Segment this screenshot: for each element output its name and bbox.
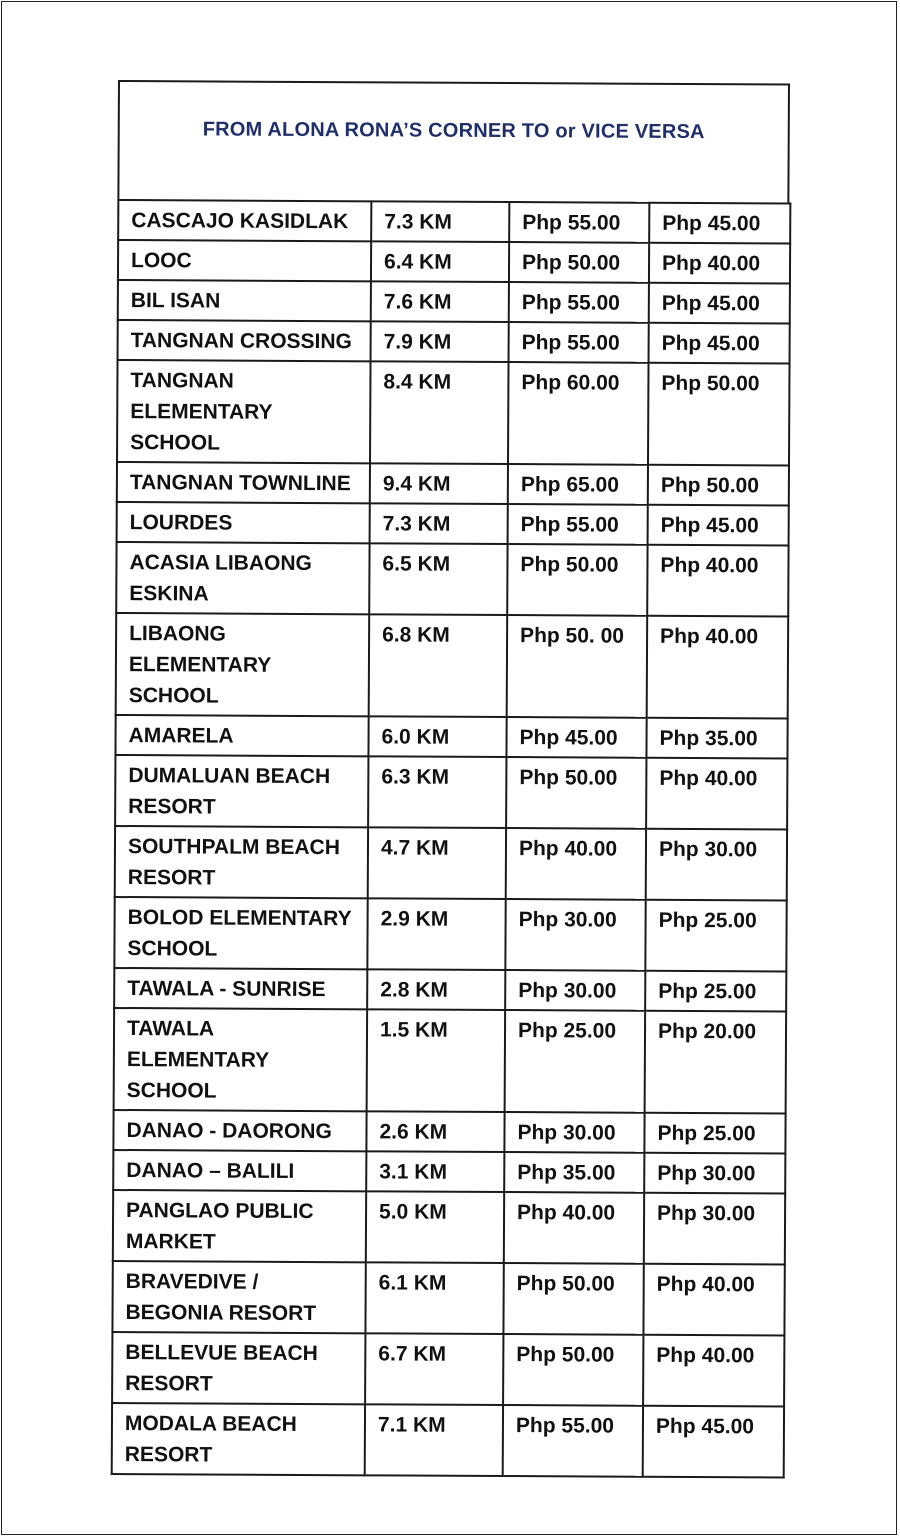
fare-cell-b <box>643 1406 784 1478</box>
fare-cell-b-text: Php 25.00 <box>658 908 757 933</box>
location-cell-text: TAWALA ELEMENTARY SCHOOL <box>126 1017 269 1103</box>
fare-cell-b-text: Php 30.00 <box>657 1201 756 1226</box>
distance-cell-text: 6.1 KM <box>378 1271 447 1295</box>
fare-cell-b <box>649 323 790 364</box>
fare-cell-a-text: Php 55.00 <box>520 513 619 537</box>
fare-cell-a <box>509 282 649 323</box>
distance-cell <box>367 1009 506 1112</box>
fare-table <box>111 199 792 1479</box>
table-row <box>115 755 787 830</box>
fare-cell-a <box>503 1263 643 1335</box>
fare-table-body <box>112 200 791 1478</box>
distance-cell-text: 6.7 KM <box>378 1342 447 1366</box>
table-row <box>113 1110 785 1154</box>
fare-cell-a-text: Php 40.00 <box>518 837 618 861</box>
fare-cell-a-text: Php 30.00 <box>517 1121 616 1145</box>
location-cell-text: PANGLAO PUBLIC MARKET <box>125 1199 314 1254</box>
location-cell <box>117 502 370 543</box>
table-row <box>112 1261 784 1336</box>
distance-cell-text: 2.9 KM <box>380 907 449 931</box>
location-cell-text: AMARELA <box>128 724 234 748</box>
location-cell <box>114 968 367 1009</box>
fare-cell-b <box>644 1153 785 1194</box>
table-row <box>115 826 787 901</box>
fare-cell-b <box>648 363 790 466</box>
fare-cell-a <box>505 1010 646 1113</box>
location-cell-text: BOLOD ELEMENTARY SCHOOL <box>127 906 352 961</box>
distance-cell <box>368 716 506 757</box>
fare-table-header <box>117 80 790 203</box>
fare-cell-b-text: Php 45.00 <box>661 291 760 316</box>
location-cell <box>117 360 371 463</box>
fare-cell-b-text: Php 40.00 <box>656 1272 755 1297</box>
fare-cell-a-text: Php 50. 00 <box>520 624 625 648</box>
distance-cell-text: 7.3 KM <box>384 210 453 234</box>
distance-cell <box>368 827 506 899</box>
fare-matrix-sheet <box>111 80 790 1478</box>
fare-cell-a-text: Php 50.00 <box>516 1343 615 1367</box>
location-cell <box>116 542 369 614</box>
distance-cell <box>368 756 506 828</box>
location-cell-text: TANGNAN CROSSING <box>130 329 352 354</box>
distance-cell-text: 7.6 KM <box>383 290 452 314</box>
location-cell-text: BRAVEDIVE / BEGONIA RESORT <box>125 1270 317 1326</box>
fare-cell-b-text: Php 40.00 <box>660 553 759 578</box>
table-row <box>118 280 790 324</box>
fare-cell-b-text: Php 45.00 <box>662 211 761 236</box>
table-row <box>115 715 787 759</box>
location-cell-text: MODALA BEACH RESORT <box>124 1412 297 1467</box>
fare-cell-a-text: Php 55.00 <box>515 1414 615 1438</box>
fare-cell-a-text: Php 55.00 <box>522 211 621 235</box>
fare-cell-a <box>508 504 648 545</box>
distance-cell <box>367 969 505 1010</box>
location-cell <box>115 826 368 898</box>
table-row <box>114 968 786 1012</box>
table-row <box>114 897 786 972</box>
fare-cell-b <box>646 829 787 901</box>
location-cell <box>118 200 371 241</box>
fare-cell-b-text: Php 45.00 <box>661 331 760 356</box>
location-cell <box>112 1332 365 1404</box>
distance-cell <box>369 614 508 717</box>
fare-cell-b <box>646 718 787 759</box>
location-cell <box>114 897 367 969</box>
fare-cell-a <box>503 1334 643 1406</box>
fare-cell-b <box>643 1264 784 1336</box>
distance-cell-text: 7.9 KM <box>383 330 452 354</box>
fare-cell-a <box>509 202 649 243</box>
table-row <box>118 200 790 244</box>
fare-cell-a <box>508 362 649 465</box>
fare-cell-a-text: Php 50.00 <box>521 251 621 275</box>
fare-table-title: FROM ALONA RONA’S CORNER TO or VICE VERSA <box>202 118 705 144</box>
table-row <box>117 360 790 466</box>
location-cell-text: LOURDES <box>129 511 233 535</box>
table-row <box>117 462 789 506</box>
fare-cell-b <box>647 545 788 617</box>
distance-cell-text: 6.3 KM <box>381 765 450 789</box>
fare-cell-b <box>643 1335 784 1407</box>
fare-cell-a <box>503 1405 643 1477</box>
table-row <box>116 542 788 617</box>
document-frame <box>1 1 897 1535</box>
location-cell <box>113 1110 366 1151</box>
location-cell-text: DUMALUAN BEACH RESORT <box>128 764 331 819</box>
fare-cell-a-text: Php 45.00 <box>519 726 618 750</box>
fare-cell-b-text: Php 50.00 <box>661 371 760 396</box>
fare-cell-b <box>648 505 789 546</box>
location-cell-text: TANGNAN ELEMENTARY SCHOOL <box>130 369 273 455</box>
distance-cell-text: 6.0 KM <box>381 725 450 749</box>
fare-cell-b-text: Php 40.00 <box>656 1343 755 1368</box>
location-cell-text: DANAO – BALILI <box>126 1159 295 1183</box>
fare-cell-a <box>509 242 649 283</box>
fare-cell-a-text: Php 65.00 <box>520 473 620 497</box>
fare-cell-b-text: Php 30.00 <box>658 837 758 862</box>
fare-cell-b-text: Php 50.00 <box>660 473 760 498</box>
fare-cell-b <box>646 758 787 830</box>
location-cell <box>112 1261 365 1333</box>
fare-cell-b <box>644 1113 785 1154</box>
fare-cell-a-text: Php 55.00 <box>521 291 620 315</box>
distance-cell-text: 3.1 KM <box>379 1160 448 1184</box>
location-cell-text: BELLEVUE BEACH RESORT <box>125 1341 318 1396</box>
distance-cell <box>365 1262 503 1334</box>
fare-cell-a <box>507 615 648 718</box>
fare-cell-b <box>649 243 790 284</box>
distance-cell <box>366 1151 504 1192</box>
fare-cell-a <box>508 464 648 505</box>
fare-cell-b-text: Php 20.00 <box>657 1019 757 1044</box>
fare-cell-a-text: Php 30.00 <box>518 979 617 1003</box>
distance-cell-text: 4.7 KM <box>380 836 449 860</box>
distance-cell-text: 5.0 KM <box>379 1200 447 1224</box>
fare-cell-b-text: Php 45.00 <box>660 513 759 538</box>
location-cell <box>118 280 371 321</box>
fare-cell-b-text: Php 25.00 <box>658 979 757 1004</box>
distance-cell <box>366 1111 504 1152</box>
fare-cell-b <box>644 1193 785 1265</box>
distance-cell <box>371 321 509 362</box>
distance-cell <box>370 503 508 544</box>
location-cell <box>117 462 370 503</box>
distance-cell <box>365 1333 503 1405</box>
fare-cell-b <box>645 1011 787 1114</box>
location-cell <box>114 1008 368 1111</box>
location-cell-text: CASCAJO KASIDLAK <box>131 209 349 234</box>
distance-cell-text: 6.4 KM <box>383 250 452 274</box>
table-row <box>117 502 789 546</box>
fare-cell-a-text: Php 60.00 <box>521 371 620 395</box>
fare-cell-b-text: Php 40.00 <box>659 766 758 791</box>
location-cell-text: DANAO - DAORONG <box>126 1119 332 1144</box>
location-cell <box>113 1150 366 1191</box>
distance-cell <box>367 898 505 970</box>
distance-cell-text: 9.4 KM <box>382 472 451 496</box>
fare-cell-b-text: Php 25.00 <box>657 1121 756 1146</box>
fare-cell-a <box>509 322 649 363</box>
distance-cell-text: 1.5 KM <box>379 1018 448 1042</box>
table-row <box>118 240 790 284</box>
location-cell-text: LIBAONG ELEMENTARY SCHOOL <box>128 622 271 708</box>
location-cell <box>112 1403 365 1475</box>
location-cell-text: LOOC <box>130 249 192 273</box>
fare-cell-b-text: Php 45.00 <box>655 1414 755 1439</box>
distance-cell <box>371 241 509 282</box>
distance-cell-text: 2.8 KM <box>380 978 448 1002</box>
distance-cell-text: 7.3 KM <box>382 512 451 536</box>
location-cell-text: ACASIA LIBAONG ESKINA <box>129 551 312 606</box>
distance-cell <box>366 1191 504 1263</box>
location-cell-text: TANGNAN TOWNLINE <box>129 471 351 496</box>
distance-cell <box>370 361 509 464</box>
table-row <box>114 1008 787 1114</box>
location-cell <box>115 755 368 827</box>
distance-cell <box>371 201 509 242</box>
location-cell <box>116 613 370 716</box>
fare-cell-b <box>648 465 789 506</box>
fare-cell-a <box>504 1112 644 1153</box>
fare-cell-b <box>649 283 790 324</box>
fare-cell-a-text: Php 40.00 <box>517 1201 616 1225</box>
fare-cell-b <box>647 616 789 719</box>
fare-cell-a <box>504 1192 644 1264</box>
fare-cell-a-text: Php 50.00 <box>519 766 618 790</box>
distance-cell-text: 6.5 KM <box>382 552 451 576</box>
table-row <box>113 1190 785 1265</box>
fare-cell-a-text: Php 50.00 <box>516 1272 615 1296</box>
fare-cell-a <box>507 544 647 616</box>
distance-cell-text: 6.8 KM <box>382 623 450 647</box>
distance-cell-text: 7.1 KM <box>377 1413 446 1437</box>
table-row <box>112 1403 784 1478</box>
distance-cell <box>369 543 507 615</box>
table-row <box>118 320 790 364</box>
location-cell-text: SOUTHPALM BEACH RESORT <box>127 835 340 890</box>
table-row <box>113 1150 785 1194</box>
fare-cell-a-text: Php 35.00 <box>517 1161 616 1185</box>
fare-cell-a-text: Php 30.00 <box>518 908 617 932</box>
fare-cell-a <box>506 717 646 758</box>
fare-cell-a-text: Php 25.00 <box>517 1019 617 1043</box>
location-cell-text: TAWALA - SUNRISE <box>127 977 326 1002</box>
fare-cell-a <box>506 828 646 900</box>
fare-cell-b <box>645 971 786 1012</box>
table-row <box>116 613 789 719</box>
fare-cell-a <box>505 970 645 1011</box>
location-cell <box>113 1190 366 1262</box>
fare-cell-b-text: Php 30.00 <box>657 1161 756 1186</box>
fare-cell-b-text: Php 40.00 <box>661 251 761 276</box>
fare-cell-b <box>649 203 790 244</box>
fare-cell-a <box>506 757 646 829</box>
distance-cell-text: 2.6 KM <box>379 1120 448 1144</box>
location-cell <box>115 715 368 756</box>
fare-cell-b-text: Php 35.00 <box>659 726 758 751</box>
fare-cell-b <box>645 900 786 972</box>
fare-cell-a-text: Php 55.00 <box>521 331 620 355</box>
location-cell <box>118 320 371 361</box>
table-row <box>112 1332 784 1407</box>
fare-cell-b-text: Php 40.00 <box>660 624 759 649</box>
distance-cell <box>365 1404 503 1476</box>
distance-cell <box>370 463 508 504</box>
distance-cell <box>371 281 509 322</box>
location-cell-text: BIL ISAN <box>130 289 221 313</box>
fare-cell-a <box>504 1152 644 1193</box>
location-cell <box>118 240 371 281</box>
fare-cell-a-text: Php 50.00 <box>520 553 619 577</box>
fare-cell-a <box>505 899 645 971</box>
distance-cell-text: 8.4 KM <box>383 370 452 394</box>
